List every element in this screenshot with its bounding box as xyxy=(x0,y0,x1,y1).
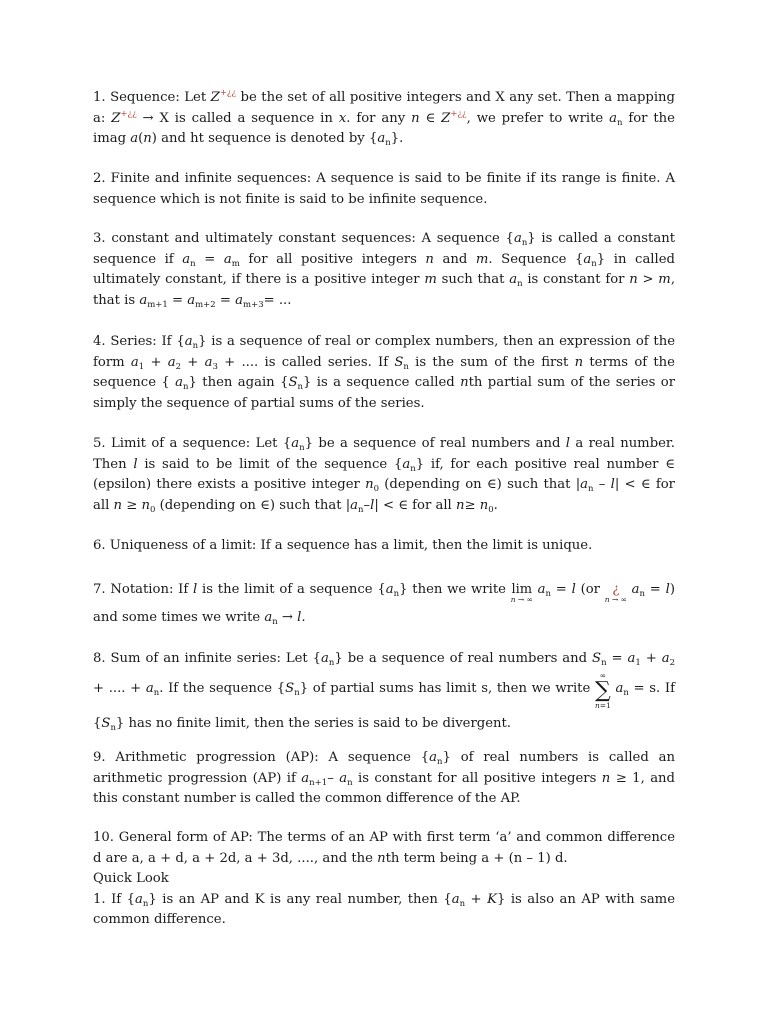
paragraph-notation: 7. Notation: If l is the limit of a sequence $\{a_n\}$ then we write lim n → ∞ $a_n = l$ (or ¿ n → ∞ $a_n = l$) and some times we write $a_n \to l$. xyxy=(93,582,675,627)
paragraph-arithmetic-progression: 9. Arithmetic progression (AP): A sequence $\{a_n\}$ of real numbers is called an arithmetic progression (AP) if $a_{n+1}-$ $a_n$ is constant for all positive integers n ≥ 1, and this constant number is called the common difference of the AP. xyxy=(93,750,675,807)
limit-expression-alt: ¿ n → ∞ xyxy=(604,582,627,604)
paragraph-series: 4. Series: If $\{a_n\}$ is a sequence of real or complex numbers, then an expression of the form $a_1 + a_2 + a_3$ + .... is called series. If $S_n$ is the sum of the first n terms of the sequence { $a_n$} then again $\{S_n\}$ is a sequence called nth partial sum of the series or simply the sequence of partial sums of the series. xyxy=(93,334,676,411)
paragraph-infinite-series: 8. Sum of an infinite series: Let $\{a_n\}$ be a sequence of real numbers and $S_n = a_1 + a_2$ + .... + $a_n$. If the sequence $\{S_n\}$ of partial sums has limit s, then we write ∞ ∑ n=1 $a_n = s$. If $\{S_n\}$ has no finite limit, then the series is said to be divergent. xyxy=(93,651,676,733)
paragraph-finite-infinite: 2. Finite and infinite sequences: A sequence is said to be finite if its range is finite. A sequence which is not finite is said to be infinite sequence. xyxy=(93,171,675,207)
paragraph-general-form-ap: 10. General form of AP: The terms of an AP with first term ‘a’ and common difference d are a, a + d, a + 2d, a + 3d, ...., and the nth term being a + (n – 1) d. Quick Look 1. If $\{a_n\}$ is an AP and K is any real number, then $\{a_n + K\}$ is also an AP with same common difference. xyxy=(93,830,675,928)
paragraph-limit: 5. Limit of a sequence: Let $\{a_n\}$ be a sequence of real numbers and l a real number. Then l is said to be limit of the sequence $\{a_n\}$ if, for each positive real number ∈ (epsilon) there exists a positive integer $n_0$ (depending on ∈) such that $|a_n - l|$ < ∈ for all $n \ge n_0$ (depending on ∈) such that $|a_n-l|$ < ∈ for all $n\ge n_0$. xyxy=(93,436,675,515)
limit-expression: lim n → ∞ xyxy=(510,582,533,604)
paragraph-sequence: 1. Sequence: Let Z+¿¿ be the set of all positive integers and X any set. Then a mapping a: Z+¿¿ → X is called a sequence in x. for any n ∈ Z+¿¿, we prefer to write $a_n$ for the imag a(n) and ht sequence is denoted by $\{a_n\}$. xyxy=(93,88,675,149)
paragraph-uniqueness: 6. Uniqueness of a limit: If a sequence has a limit, then the limit is unique. xyxy=(93,538,593,553)
paragraph-constant-sequences: 3. constant and ultimately constant sequences: A sequence $\{a_n\}$ is called a constant sequence if $a_n = a_m$ for all positive integers n and m. Sequence $\{a_n\}$ in called ultimately constant, if there is a positive integer m such that $a_n$ is constant for n > m, that is $a_{m+1} = a_{m+2} = a_{m+3}=$ ... xyxy=(93,231,676,310)
summation-symbol: ∞ ∑ n=1 xyxy=(594,671,611,710)
quick-look-heading: Quick Look xyxy=(93,871,169,887)
